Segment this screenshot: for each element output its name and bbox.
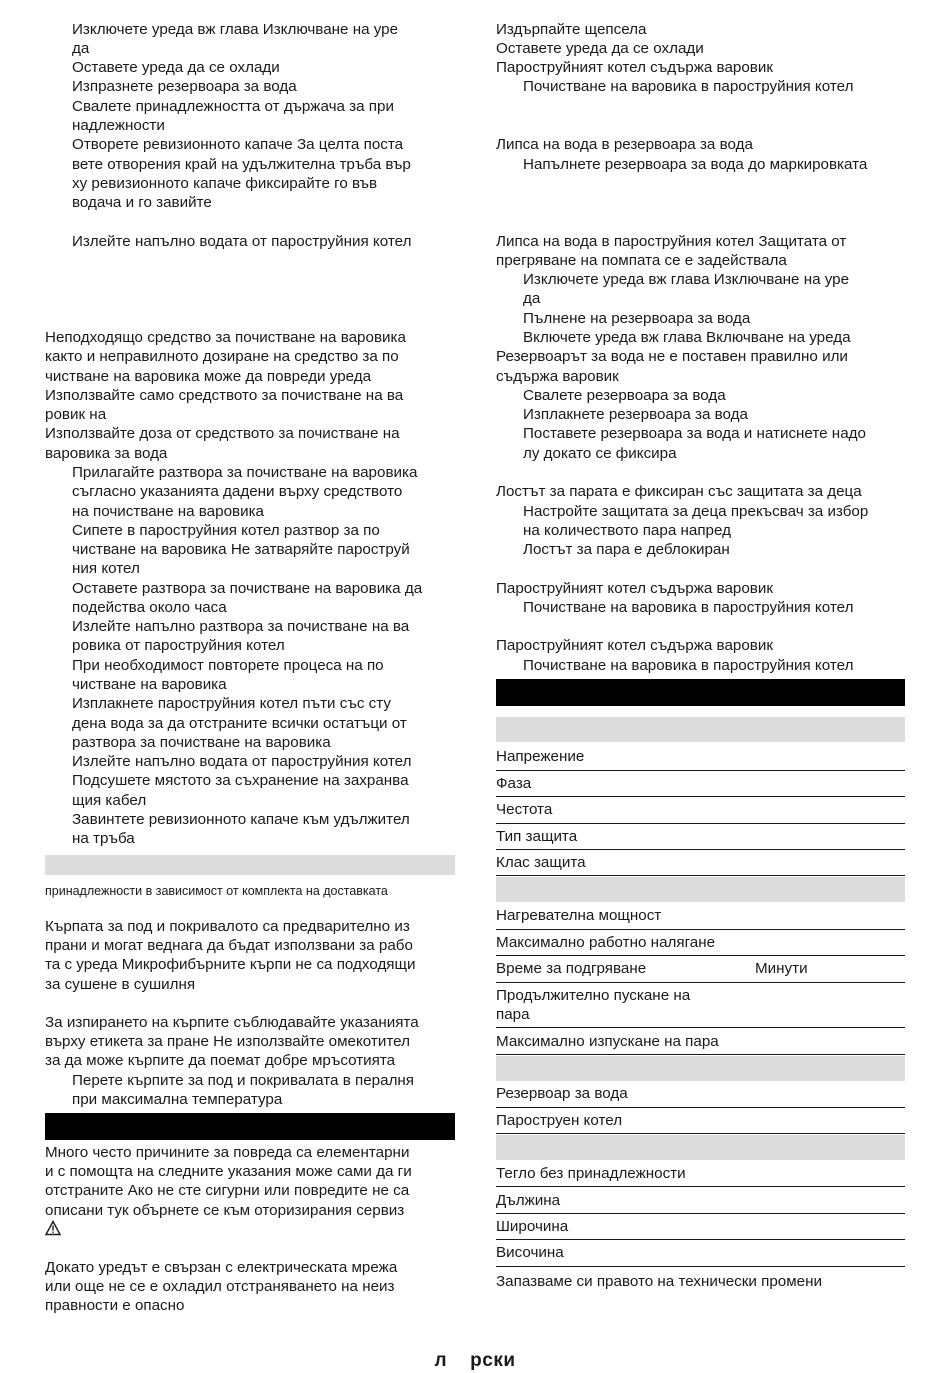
table-rule [496,1133,905,1134]
table-rule [496,849,905,850]
text-line: при максимална температура [72,1091,283,1108]
text-line: чистване на варовика Не затваряйте пароструй [72,541,410,558]
text-line: разтвора за почистване на варовика [72,734,331,751]
table-rule [496,770,905,771]
table-rule [496,1213,905,1214]
text-line: Изключете уреда вж глава Изключване на уре [523,271,850,288]
text-line: Почистване на варовика в пароструйния котел [523,657,854,674]
text-line: Подсушете мястото за съхранение на захранва [72,772,409,789]
text-line: Кърпата за под и покривалото са предварително из [45,918,410,935]
text-line: Сипете в пароструйния котел разтвор за по [72,522,380,539]
text-line: описани тук обърнете се към оторизирания сервиз [45,1202,405,1219]
warning-line: варовика за вода [45,445,168,462]
spec-group-header [496,1056,905,1081]
warning-line: Неподходящо средство за почистване на варовика [45,329,406,346]
table-rule [496,1239,905,1240]
warning-line: чистване на варовика може да повреди уреда [45,368,372,385]
table-rule [496,1266,905,1267]
text-line: Изпразнете резервоара за вода [72,78,297,95]
text-line: Включете уреда вж глава Включване на уреда [523,329,851,346]
page-footer-language: л рски [434,1350,516,1371]
text-line: отстраните Ако не сте сигурни или повредите не са [45,1182,410,1199]
text-line: ния котел [72,560,140,577]
spec-label: Фаза [496,775,532,792]
spec-label: Максимално работно налягане [496,934,716,951]
text-line: подейства около часа [72,599,227,616]
spec-label: Тип защита [496,828,578,845]
text-line: Липса на вода в пароструйния котел Защитата от [496,233,847,250]
text-line: Свалете принадлежността от държача за при [72,98,394,115]
spec-label: Широчина [496,1218,569,1235]
spec-label: Клас защита [496,854,586,871]
table-rule [496,982,905,983]
section-header-bar [496,679,905,706]
text-line: ровика от пароструйния котел [72,637,285,654]
text-line: Резервоарът за вода не е поставен правилно или [496,348,848,365]
warning-line: Използвайте само средството за почистване на ва [45,387,404,404]
text-line: да [523,290,541,307]
spec-label: Тегло без принадлежности [496,1165,686,1182]
text-line: за да може кърпите да поемат добре мръсотията [45,1052,396,1069]
text-line: При необходимост повторете процеса на по [72,657,384,674]
text-line: Оставете уреда да се охлади [496,40,704,57]
warning-triangle-icon [45,1220,61,1236]
spec-label: Височина [496,1244,564,1261]
text-line: Отворете ревизионното капаче За целта поста [72,136,404,153]
text-line: Пароструйният котел съдържа варовик [496,637,773,654]
text-line: на тръба [72,830,135,847]
spec-group-header [496,717,905,742]
text-line: Оставете разтвора за почистване на варовика да [72,580,423,597]
text-line: Завинтете ревизионното капаче към удължител [72,811,410,828]
text-line: на почистване на варовика [72,503,265,520]
spec-label: Честота [496,801,553,818]
text-line: дена вода за да отстраните всички остатъци от [72,715,407,732]
section-header-bar [45,1113,455,1140]
text-line: да [72,40,90,57]
text-line: Излейте напълно водата от пароструйния котел [72,233,412,250]
spec-group-header [496,1135,905,1160]
spec-group-header [496,877,905,902]
spec-label: Време за подгряване [496,960,647,977]
text-line: Издърпайте щепсела [496,21,647,38]
text-line: правности е опасно [45,1297,185,1314]
text-line: Пароструйният котел съдържа варовик [496,59,773,76]
text-line: Свалете резервоара за вода [523,387,726,404]
text-line: Излейте напълно водата от пароструйния котел [72,753,412,770]
spec-label: Дължина [496,1192,561,1209]
text-line: Оставете уреда да се охлади [72,59,280,76]
text-line: надлежности [72,117,165,134]
text-line: та с уреда Микрофибърните кърпи не са подходящи [45,956,416,973]
text-line: Прилагайте разтвора за почистване на варовика [72,464,418,481]
spec-label: Нагревателна мощност [496,907,662,924]
spec-label: Резервоар за вода [496,1085,628,1102]
text-line: Липса на вода в резервоара за вода [496,136,753,153]
text-line: Почистване на варовика в пароструйния котел [523,78,854,95]
text-line: и с помощта на следните указания може сами да ги [45,1163,412,1180]
text-line: прани и могат веднага да бъдат използвани за рабо [45,937,413,954]
table-rule [496,1107,905,1108]
text-line: щия кабел [72,792,147,809]
text-line: лу докато се фиксира [523,445,677,462]
text-line: ху ревизионното капаче фиксирайте го във [72,175,378,192]
table-rule [496,1027,905,1028]
table-rule [496,1054,905,1055]
spec-label: Напрежение [496,748,585,765]
text-line: чистване на варовика [72,676,227,693]
text-line: Лостът за пара е деблокиран [523,541,730,558]
spec-label: пара [496,1006,530,1023]
table-rule [496,875,905,876]
spec-label: Пароструен котел [496,1112,623,1129]
table-rule [496,796,905,797]
accessories-note: принадлежности в зависимост от комплекта на доставката [45,884,388,898]
text-line: Докато уредът е свързан с електрическата мрежа [45,1259,398,1276]
text-line: на количеството пара напред [523,522,731,539]
text-line: Пароструйният котел съдържа варовик [496,580,773,597]
warning-line: Използвайте доза от средството за почистване на [45,425,400,442]
text-line: Поставете резервоара за вода и натиснете надо [523,425,866,442]
table-rule [496,929,905,930]
warning-line: ровик на [45,406,107,423]
text-line: Излейте напълно разтвора за почистване на ва [72,618,410,635]
text-line: Изплакнете пароструйния котел пъти със сту [72,695,391,712]
text-line: водача и го завийте [72,194,212,211]
text-line: Пълнене на резервоара за вода [523,310,751,327]
table-rule [496,823,905,824]
text-line: за сушене в сушилня [45,976,196,993]
text-line: Напълнете резервоара за вода до маркировката [523,156,868,173]
reserve-note: Запазваме си правото на технически промени [496,1273,823,1290]
text-line: Перете кърпите за под и покривалата в пералня [72,1072,415,1089]
text-line: Лостът за парата е фиксиран със защитата за деца [496,483,862,500]
text-line: Изключете уреда вж глава Изключване на уре [72,21,399,38]
text-line: прегряване на помпата се е задействала [496,252,787,269]
table-rule [496,955,905,956]
text-line: съдържа варовик [496,368,619,385]
text-line: вете отворения край на удължителна тръба вър [72,156,411,173]
text-line: Много често причините за повреда са елементарни [45,1144,410,1161]
spec-label: Максимално изпускане на пара [496,1033,719,1050]
text-line: върху етикета за пране Не използвайте омекотител [45,1033,410,1050]
section-header-bar [45,855,455,875]
text-line: или още не се е охладил отстраняването на неиз [45,1278,395,1295]
warning-line: както и неправилното дозиране на средство за по [45,348,399,365]
table-rule [496,1186,905,1187]
text-line: Настройте защитата за деца прекъсвач за избор [523,503,869,520]
text-line: За изпирането на кърпите съблюдавайте указанията [45,1014,419,1031]
text-line: Изплакнете резервоара за вода [523,406,748,423]
spec-label: Продължително пускане на [496,987,691,1004]
text-line: Почистване на варовика в пароструйния котел [523,599,854,616]
text-line: съгласно указанията дадени върху средството [72,483,403,500]
spec-unit: Минути [755,960,808,977]
